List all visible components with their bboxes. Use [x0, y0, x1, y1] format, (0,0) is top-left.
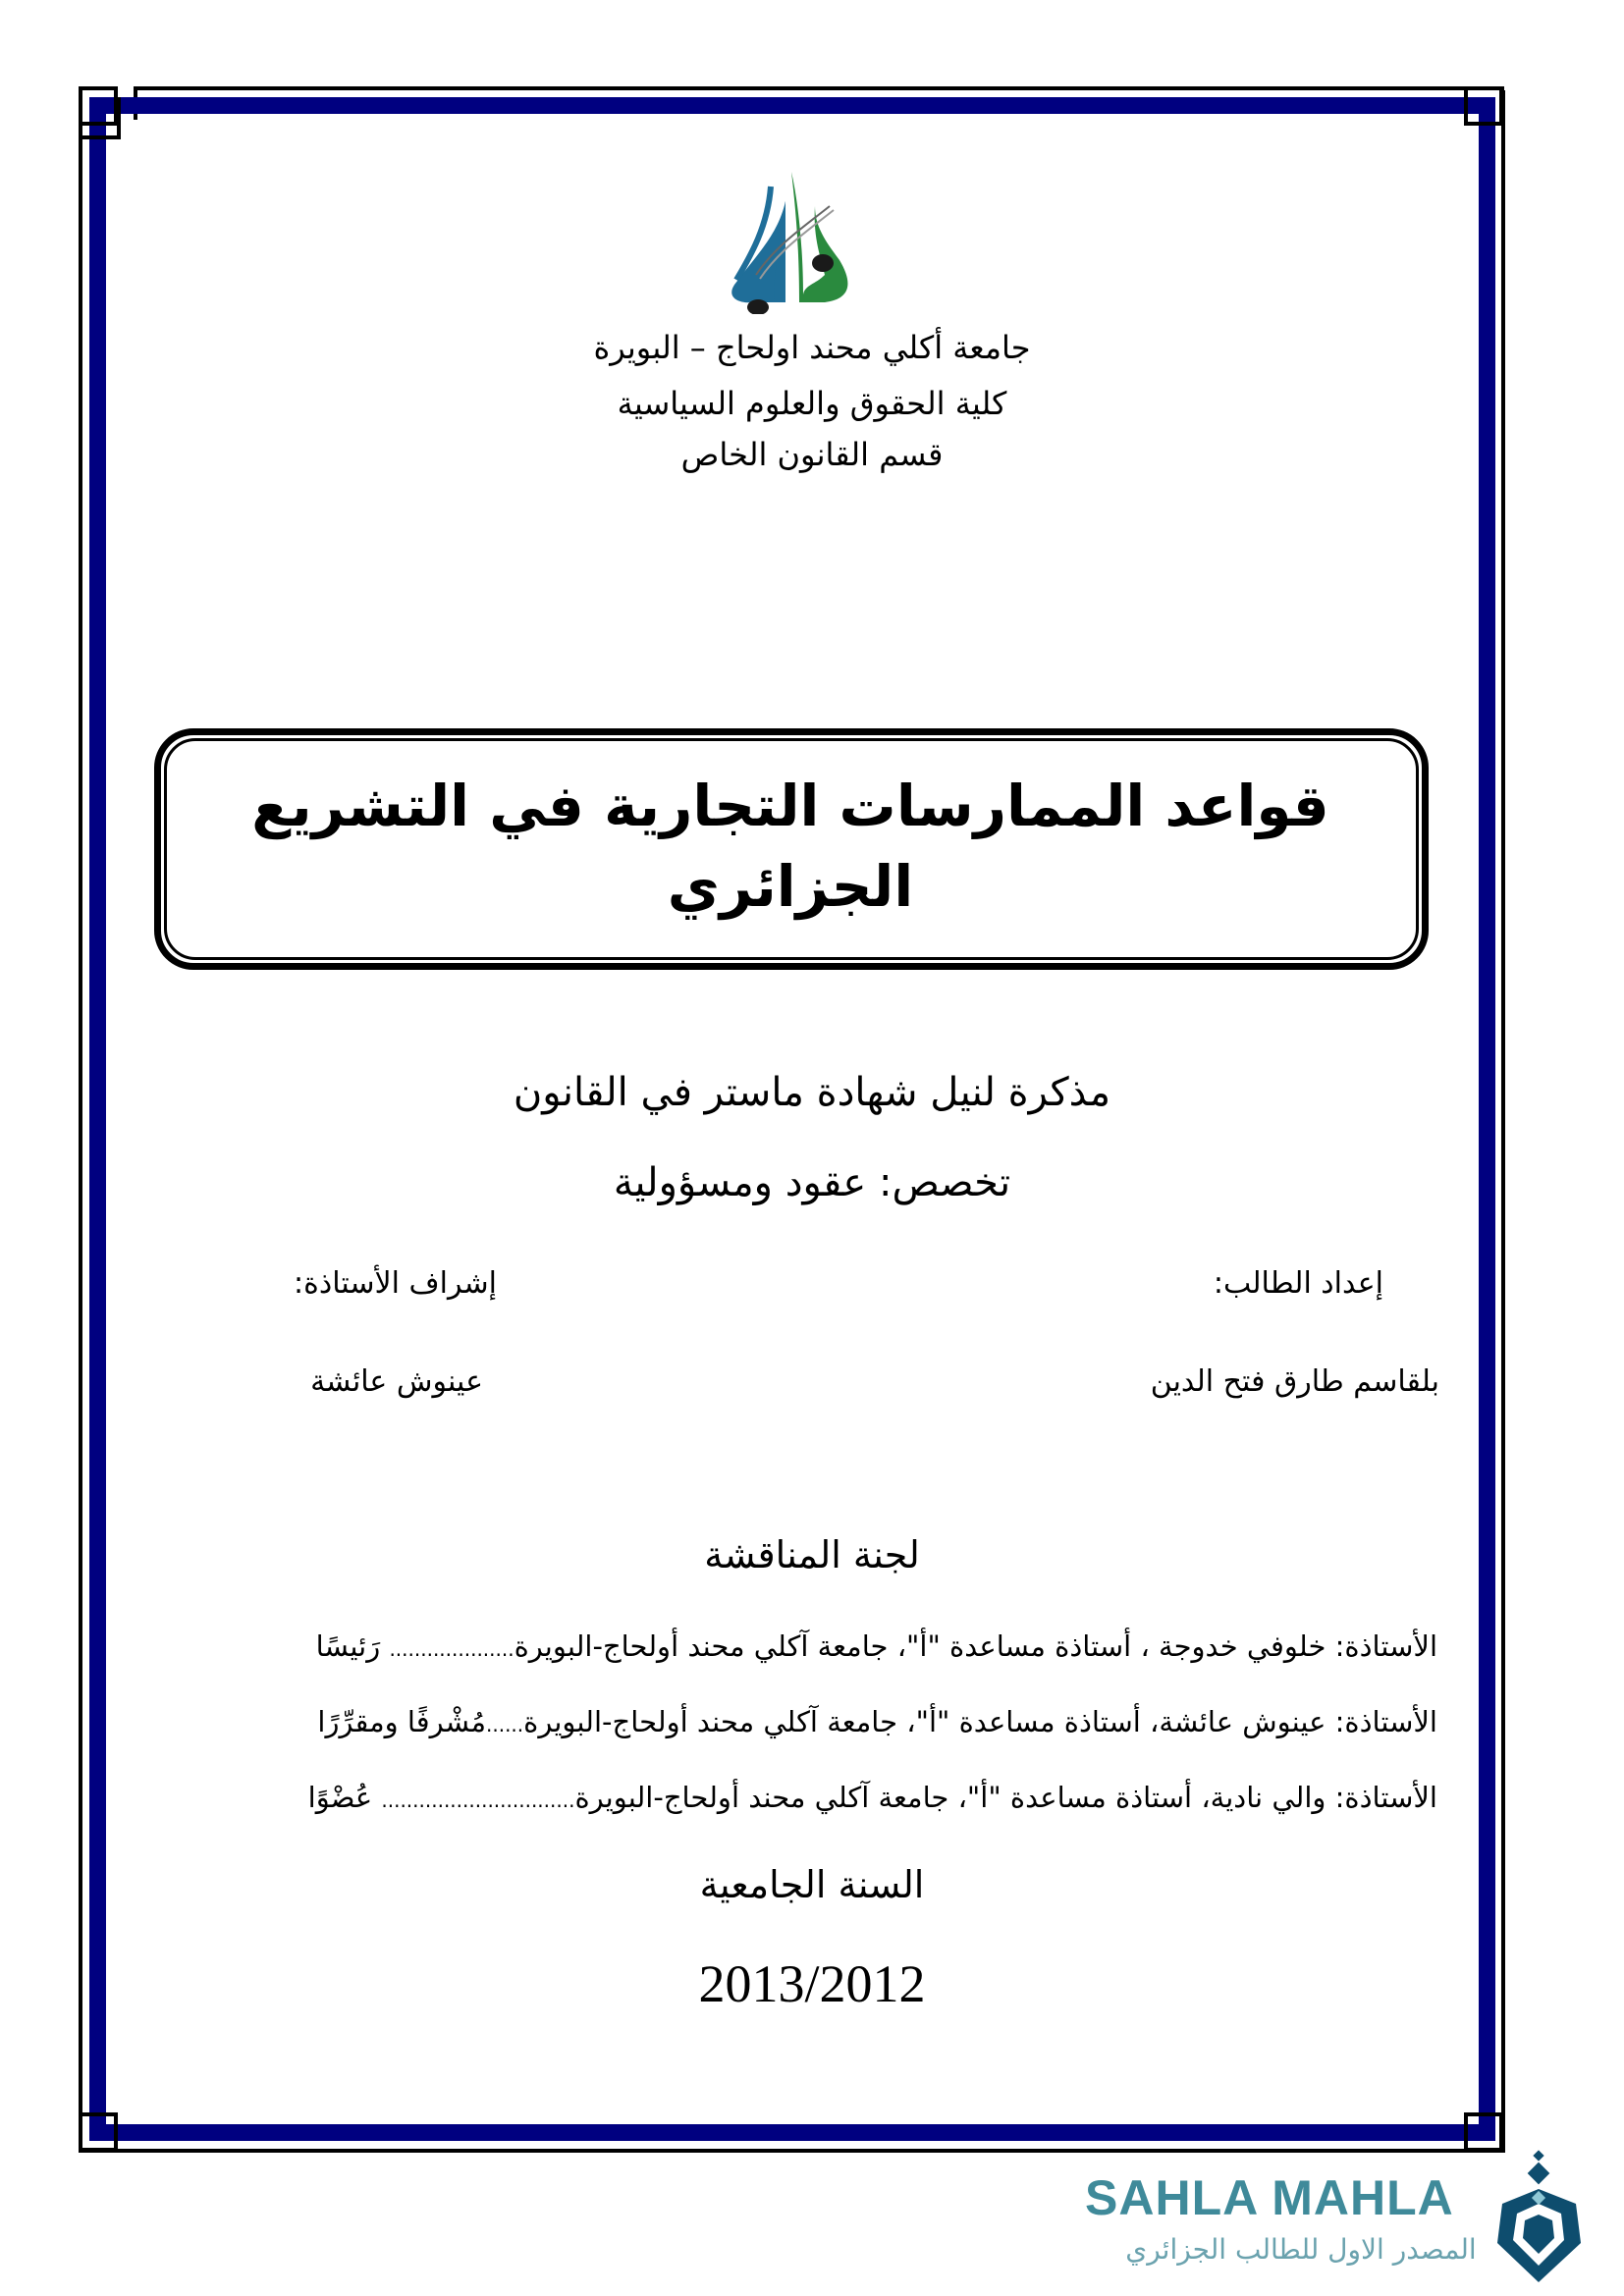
university-logo-icon [717, 147, 864, 314]
committee-member-dots: .................... [389, 1637, 514, 1661]
frame-corner-top-right [1464, 86, 1503, 126]
sahla-mahla-watermark [1085, 2150, 1527, 2287]
committee-member [151, 1629, 1437, 1663]
faculty-name: كلية الحقوق والعلوم السياسية [617, 385, 1007, 422]
student-label: إعداد الطالب: [1213, 1266, 1383, 1301]
student-name: بلقاسم طارق فتح الدين [1150, 1364, 1439, 1399]
committee-member-role: مُشْرفًا ومقرِّرًا [317, 1705, 486, 1738]
degree-specialty: تخصص: عقود ومسؤولية [613, 1160, 1011, 1205]
university-name: جامعة أكلي محند اولحاج – البويرة [593, 329, 1031, 366]
sahla-mahla-logo-icon [1488, 2150, 1596, 2287]
committee-member-details: الأستاذة: والي نادية، أستاذة مساعدة "أ"، جامعة آكلي محند أولحاج-البويرة [574, 1781, 1437, 1814]
committee-member-role: رَئيسًا [315, 1629, 381, 1663]
academic-year-label: السنة الجامعية [699, 1863, 925, 1906]
committee-member-details: الأستاذة: عينوش عائشة، أستاذة مساعدة "أ"، جامعة آكلي محند أولحاج-البويرة [523, 1705, 1437, 1738]
committee-heading: لجنة المناقشة [704, 1533, 920, 1576]
department-name: قسم القانون الخاص [680, 436, 944, 473]
frame-corner-top-left-inner [79, 97, 121, 139]
committee-member [151, 1705, 1437, 1738]
frame-corner-bottom-right [1464, 2112, 1503, 2152]
committee-member-role: عُضْوًا [307, 1781, 373, 1814]
degree-purpose: مذكرة لنيل شهادة ماستر في القانون [513, 1070, 1111, 1115]
committee-member-dots: ............................... [381, 1789, 575, 1812]
brand-name: SAHLA MAHLA [1085, 2170, 1454, 2225]
committee-member-dots: ...... [486, 1713, 524, 1736]
committee-member-details: الأستاذة: خلوفي خدوجة ، أستاذة مساعدة "أ"، جامعة آكلي محند أولحاج-البويرة [514, 1629, 1437, 1663]
thesis-title [177, 766, 1404, 927]
thesis-title-line1: قواعد الممارسات التجارية في التشريع [251, 773, 1329, 839]
supervisor-label: إشراف الأستاذة: [294, 1266, 497, 1301]
frame-outer-line-top [134, 86, 1504, 90]
committee-member [151, 1781, 1437, 1814]
supervisor-name: عينوش عائشة [310, 1364, 483, 1399]
brand-tagline: المصدر الاول للطالب الجزائري [1125, 2233, 1477, 2266]
thesis-title-line2: الجزائري [667, 853, 914, 920]
frame-corner-bottom-left [79, 2112, 118, 2152]
academic-year-value: 2013/2012 [698, 1954, 926, 2013]
